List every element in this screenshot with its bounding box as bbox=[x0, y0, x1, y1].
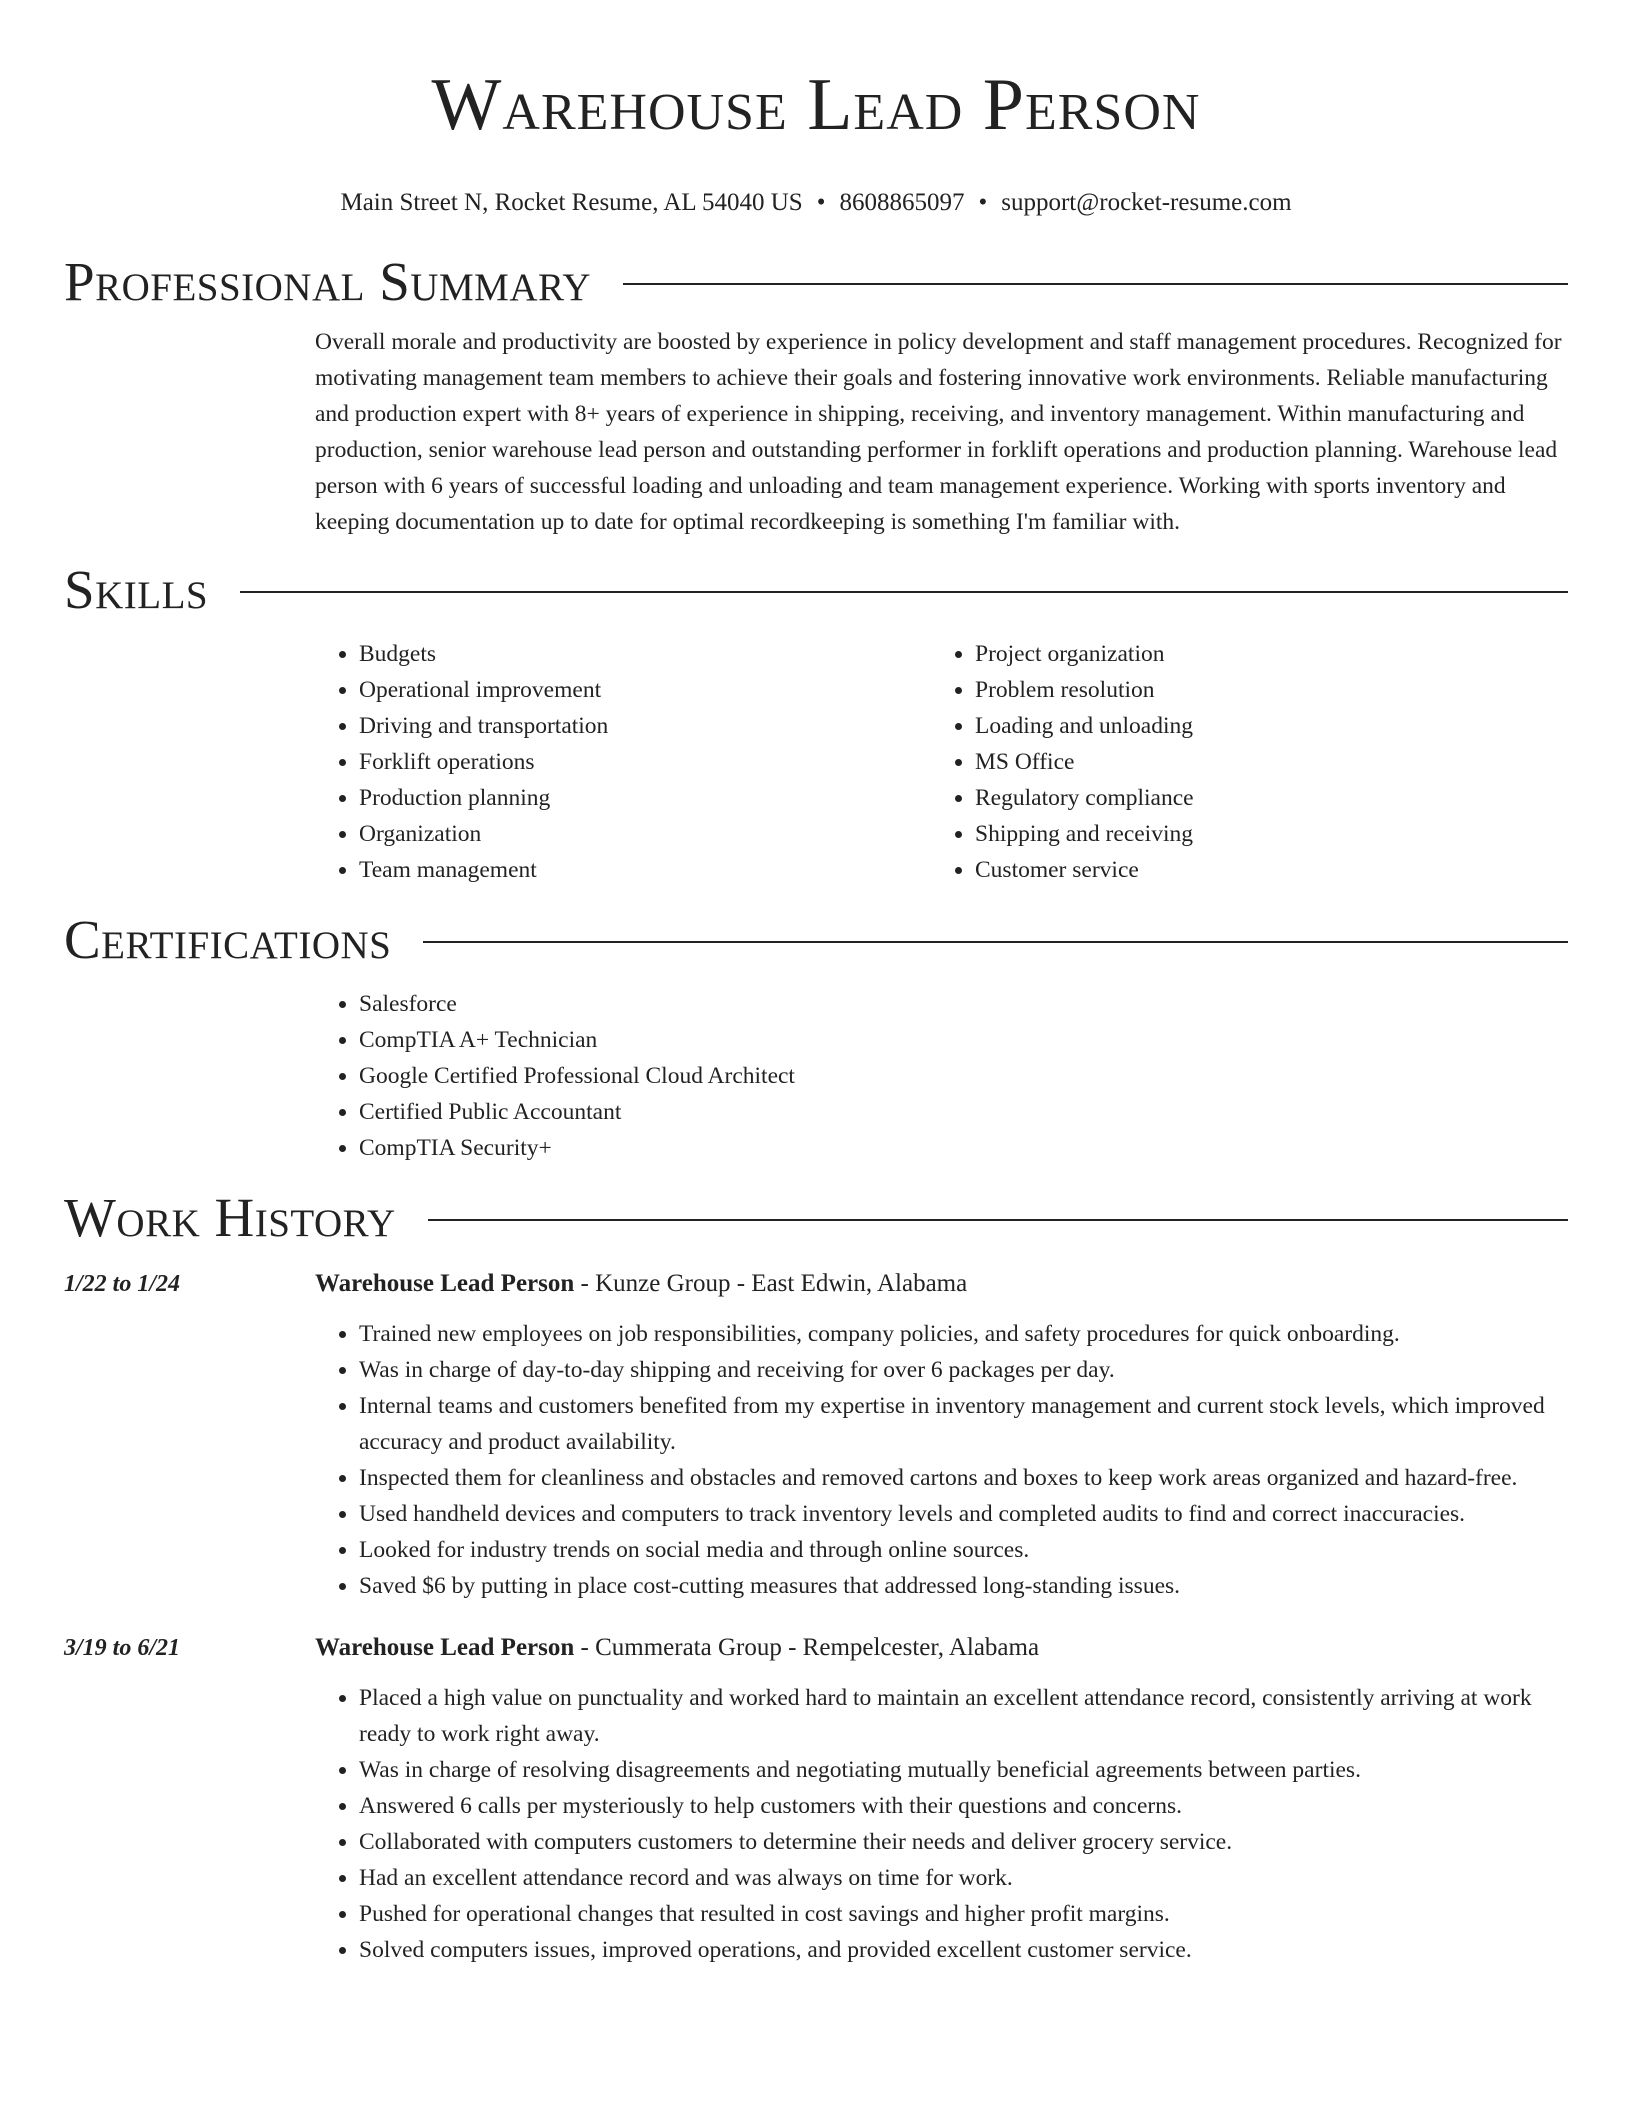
skill-item: • Operational improvement bbox=[359, 672, 931, 708]
job-bullet-list bbox=[315, 1680, 1568, 1968]
certifications-title: Certifications bbox=[64, 909, 392, 970]
job-body bbox=[315, 1630, 1568, 1968]
job-dates: 3/19 to 6/21 bbox=[64, 1635, 181, 1661]
skills-list-left bbox=[315, 636, 931, 888]
skill-item: • Budgets bbox=[359, 636, 931, 672]
contact-email: support@rocket-resume.com bbox=[1001, 189, 1292, 216]
job-bullet: • Placed a high value on punctuality and worked hard to maintain an excellent attendance record, consistently arriving at work ready to work right away. bbox=[359, 1680, 1568, 1752]
job-bullet-list bbox=[315, 1316, 1568, 1604]
skill-item: • MS Office bbox=[975, 744, 1547, 780]
job-bullet: • Used handheld devices and computers to track inventory levels and completed audits to find and correct inaccuracies. bbox=[359, 1496, 1568, 1532]
job-company-location: - Cummerata Group - Rempelcester, Alabama bbox=[574, 1634, 1040, 1661]
certification-item: • Salesforce bbox=[359, 986, 1568, 1022]
job-bullet: • Pushed for operational changes that resulted in cost savings and higher profit margins. bbox=[359, 1896, 1568, 1932]
skill-item: • Regulatory compliance bbox=[975, 780, 1547, 816]
job-company-location: - Kunze Group - East Edwin, Alabama bbox=[574, 1270, 968, 1297]
contact-separator: • bbox=[978, 189, 988, 216]
job-bullet: • Looked for industry trends on social media and through online sources. bbox=[359, 1532, 1568, 1568]
section-divider bbox=[428, 1219, 1568, 1221]
job-entry bbox=[64, 1266, 1568, 1604]
contact-line bbox=[64, 188, 1568, 218]
job-title: Warehouse Lead Person bbox=[315, 1270, 575, 1297]
skills-column-right bbox=[931, 636, 1547, 888]
skill-item: • Project organization bbox=[975, 636, 1547, 672]
skills-header bbox=[64, 560, 1568, 620]
job-entry bbox=[64, 1630, 1568, 1968]
skill-item: • Customer service bbox=[975, 852, 1547, 888]
skill-item: • Shipping and receiving bbox=[975, 816, 1547, 852]
section-divider bbox=[423, 941, 1568, 943]
certifications-list-wrap bbox=[315, 986, 1568, 1166]
skill-item: • Organization bbox=[359, 816, 931, 852]
summary-section bbox=[64, 252, 1568, 540]
section-divider bbox=[240, 591, 1568, 593]
skill-item: • Problem resolution bbox=[975, 672, 1547, 708]
certification-item: • CompTIA A+ Technician bbox=[359, 1022, 1568, 1058]
skills-grid bbox=[315, 636, 1568, 888]
candidate-name: Warehouse Lead Person bbox=[431, 64, 1201, 146]
work-history-title: Work History bbox=[64, 1187, 396, 1248]
job-heading bbox=[315, 1630, 1568, 1666]
job-bullet: • Collaborated with computers customers to determine their needs and deliver grocery service. bbox=[359, 1824, 1568, 1860]
skill-item: • Production planning bbox=[359, 780, 931, 816]
skill-item: • Forklift operations bbox=[359, 744, 931, 780]
job-bullet: • Saved $6 by putting in place cost-cutting measures that addressed long-standing issues. bbox=[359, 1568, 1568, 1604]
certifications-section bbox=[64, 910, 1568, 1166]
job-bullet: • Answered 6 calls per mysteriously to help customers with their questions and concerns. bbox=[359, 1788, 1568, 1824]
job-bullet: • Solved computers issues, improved operations, and provided excellent customer service. bbox=[359, 1932, 1568, 1968]
contact-phone: 8608865097 bbox=[839, 189, 965, 216]
job-bullet: • Had an excellent attendance record and was always on time for work. bbox=[359, 1860, 1568, 1896]
summary-text: Overall morale and productivity are boosted by experience in policy development and staff management procedures. Recognized for motivating management team members to achieve their goals and fostering innovative work environments. Reliable manufacturing and production expert with 8+ years of experience in shipping, receiving, and inventory management. Within manufacturing and production, senior warehouse lead person and outstanding performer in forklift operations and production planning. Warehouse lead person with 6 years of successful loading and unloading and team management experience. Working with sports inventory and keeping documentation up to date for optimal recordkeeping is something I'm familiar with. bbox=[315, 329, 1562, 535]
certification-item: • Google Certified Professional Cloud Architect bbox=[359, 1058, 1568, 1094]
summary-title: Professional Summary bbox=[64, 251, 592, 312]
job-dates: 1/22 to 1/24 bbox=[64, 1271, 181, 1297]
contact-separator: • bbox=[816, 189, 826, 216]
job-title: Warehouse Lead Person bbox=[315, 1634, 575, 1661]
job-bullet: • Was in charge of day-to-day shipping and receiving for over 6 packages per day. bbox=[359, 1352, 1568, 1388]
job-bullet: • Was in charge of resolving disagreements and negotiating mutually beneficial agreements between parties. bbox=[359, 1752, 1568, 1788]
skill-item: • Team management bbox=[359, 852, 931, 888]
section-divider bbox=[623, 283, 1568, 285]
job-bullet: • Inspected them for cleanliness and obstacles and removed cartons and boxes to keep work areas organized and hazard-free. bbox=[359, 1460, 1568, 1496]
work-history-section bbox=[64, 1188, 1568, 1968]
summary-header bbox=[64, 252, 1568, 312]
job-bullet: • Trained new employees on job responsibilities, company policies, and safety procedures for quick onboarding. bbox=[359, 1316, 1568, 1352]
work-history-header bbox=[64, 1188, 1568, 1248]
skills-list-right bbox=[931, 636, 1547, 888]
skills-column-left bbox=[315, 636, 931, 888]
job-bullet: • Internal teams and customers benefited from my expertise in inventory management and current stock levels, which improved accuracy and product availability. bbox=[359, 1388, 1568, 1460]
skill-item: • Driving and transportation bbox=[359, 708, 931, 744]
skills-title: Skills bbox=[64, 559, 209, 620]
certification-item: • Certified Public Accountant bbox=[359, 1094, 1568, 1130]
skill-item: • Loading and unloading bbox=[975, 708, 1547, 744]
work-history-jobs bbox=[64, 1266, 1568, 1968]
certifications-header bbox=[64, 910, 1568, 970]
contact-address: Main Street N, Rocket Resume, AL 54040 US bbox=[340, 189, 803, 216]
certifications-list bbox=[315, 986, 1568, 1166]
job-body bbox=[315, 1266, 1568, 1604]
job-heading bbox=[315, 1266, 1568, 1302]
certification-item: • CompTIA Security+ bbox=[359, 1130, 1568, 1166]
skills-section bbox=[64, 560, 1568, 888]
